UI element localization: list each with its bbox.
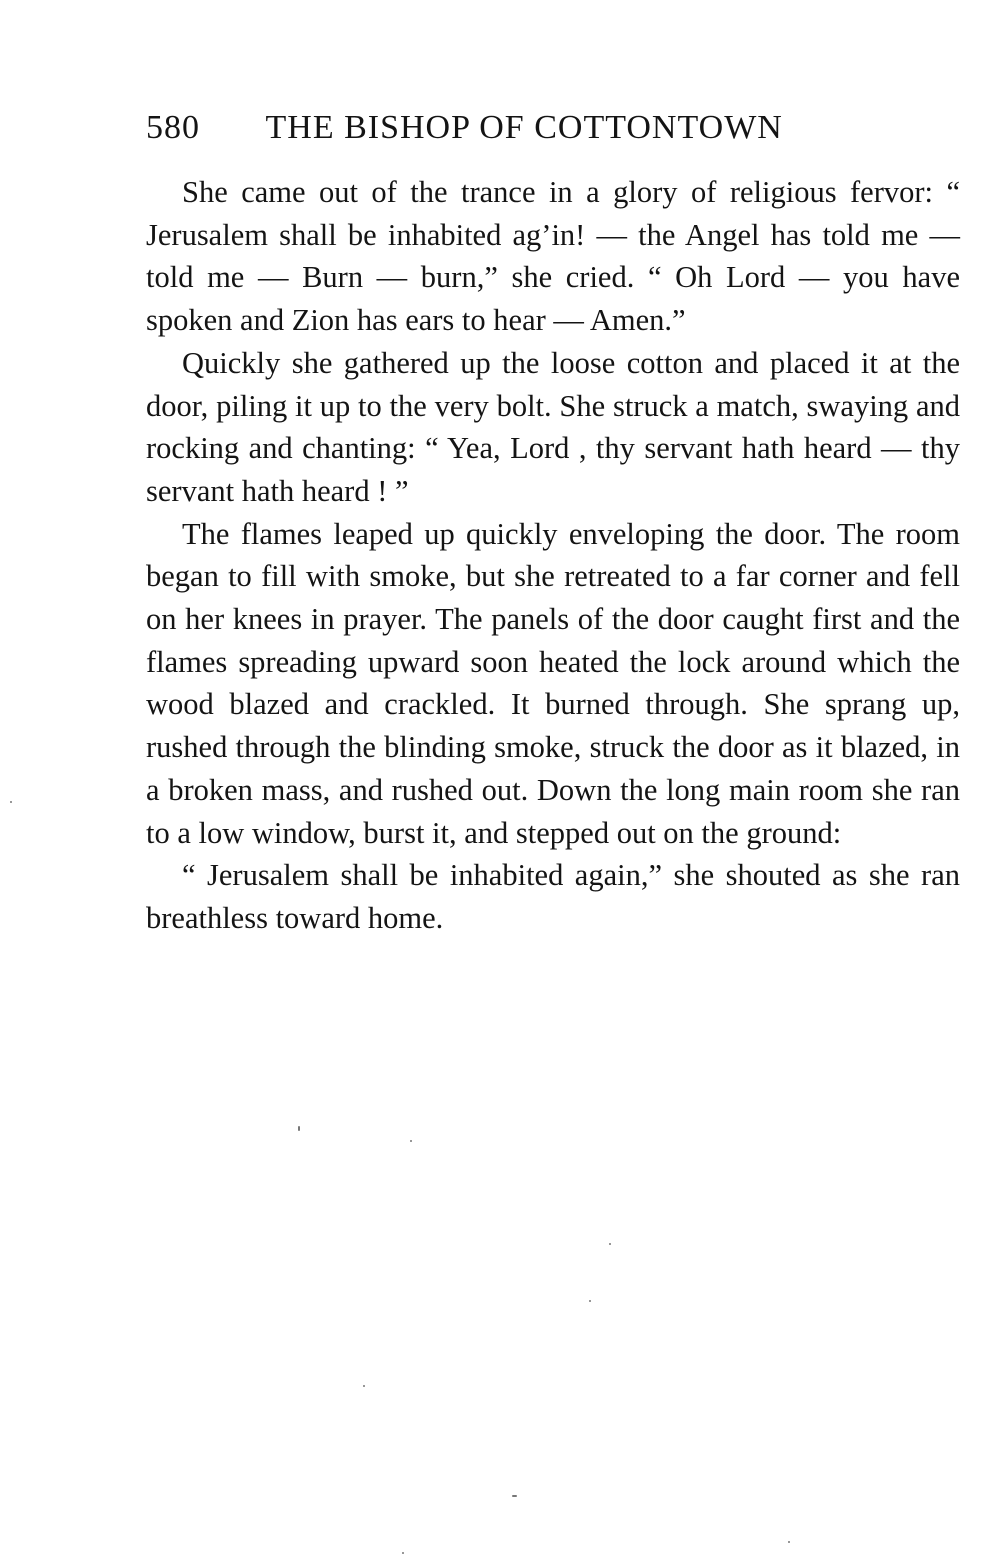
scan-speck (512, 1495, 517, 1497)
scan-speck (410, 1140, 412, 1142)
running-head (146, 104, 966, 152)
paragraph: Quickly she gathered up the loose cotton and placed it at the door, piling it up to the very bolt. She struck a match, swaying and rocking and chanting: “ Yea, Lord , thy servant hath heard — thy servant hath heard ! ” (146, 345, 960, 508)
scan-speck (609, 1243, 611, 1245)
scan-speck (10, 801, 12, 803)
scan-speck (363, 1385, 365, 1387)
scan-speck (788, 1541, 790, 1543)
running-title: THE BISHOP OF COTTONTOWN (265, 109, 783, 146)
scan-speck (589, 1300, 591, 1302)
paragraph: She came out of the trance in a glory of religious fervor: “ Jerusalem shall be inhabited ag’in! — the Angel has told me — told me — Burn — burn,” she cried. “ Oh Lord — you have spoken and Zion has ears to hear — Amen.” (146, 175, 960, 338)
scan-speck (402, 1552, 404, 1554)
paragraph: “ Jerusalem shall be inhabited again,” she shouted as she ran breathless toward home. (146, 858, 960, 935)
page-number: 580 (146, 109, 200, 146)
paragraph: The flames leaped up quickly enveloping the door. The room began to fill with smoke, but she retreated to a far corner and fell on her knees in prayer. The panels of the door caught first and the flames spreading upward soon heated the lock around which the wood blazed and crackled. It burned through. She sprang up, rushed through the blinding smoke, struck the door as it blazed, in a broken mass, and rushed out. Down the long main room she ran to a low window, burst it, and stepped out on the ground: (146, 516, 960, 850)
scan-speck (298, 1126, 300, 1131)
body-text (146, 171, 960, 940)
